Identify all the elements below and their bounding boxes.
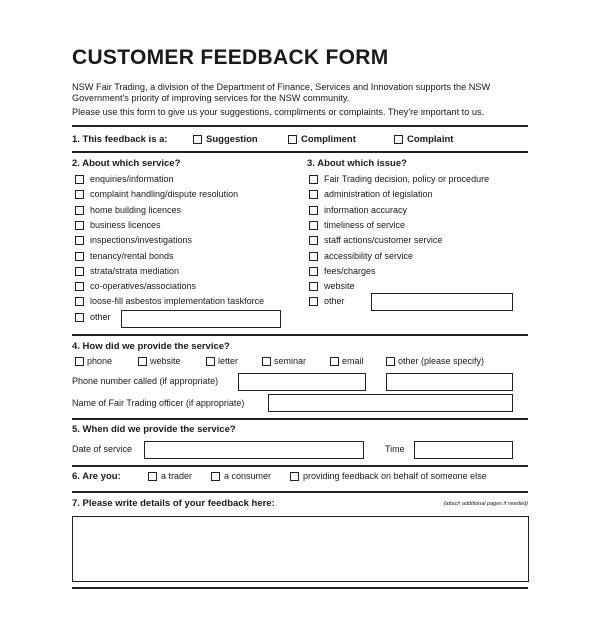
compliment-checkbox[interactable] [288,135,297,144]
q2-loose-fill-asbestos-implementation-taskforce-checkbox[interactable] [75,297,84,306]
on-behalf-checkbox[interactable] [290,472,299,481]
suggestion-checkbox[interactable] [193,135,202,144]
q6-label: 6. Are you: [72,471,121,482]
divider [72,418,528,420]
on-behalf-label: providing feedback on behalf of someone else [303,471,487,481]
q4-option-label: seminar [274,356,307,366]
divider [72,587,528,589]
q4-option-label: phone [87,356,113,366]
q2-business-licences-checkbox[interactable] [75,221,84,230]
q4-option-label: other (please specify) [398,356,485,366]
q2-strata-strata-mediation-checkbox[interactable] [75,267,84,276]
q3-option-label: information accuracy [324,204,408,215]
q2-option-label: tenancy/rental bonds [90,250,174,261]
other-specify-input[interactable] [386,373,513,391]
officer-name-label: Name of Fair Trading officer (if appropriate) [72,398,245,408]
q3-option-label: website [324,281,355,292]
intro-line-1: NSW Fair Trading, a division of the Department of Finance, Services and Innovation supports the NSW [72,82,491,92]
officer-name-input[interactable] [268,394,513,412]
intro-line-3: Please use this form to give us your suggestions, compliments or complaints. They're important to us. [72,107,485,117]
suggestion-label: Suggestion [206,134,258,145]
q3-label: 3. About which issue? [307,158,407,169]
divider [72,465,528,467]
q1-label: 1. This feedback is a: [72,134,168,145]
q3-staff-actions-customer-service-checkbox[interactable] [309,236,318,245]
q2-tenancy-rental-bonds-checkbox[interactable] [75,252,84,261]
q2-home-building-licences-checkbox[interactable] [75,206,84,215]
q4-seminar-checkbox[interactable] [262,357,271,366]
q5-label: 5. When did we provide the service? [72,424,236,435]
q4-option-label: letter [218,356,239,366]
q3-fees-charges-checkbox[interactable] [309,267,318,276]
q3-option-label: Fair Trading decision, policy or procedure [324,174,490,184]
trader-label: a trader [161,471,193,481]
q4-label: 4. How did we provide the service? [72,341,230,352]
q4-website-checkbox[interactable] [138,357,147,366]
q2-option-label: home building licences [90,204,182,215]
q2-option-label: business licences [90,219,161,230]
time-label: Time [385,444,405,454]
q3-administration-of-legislation-checkbox[interactable] [309,190,318,199]
q2-enquiries-information-checkbox[interactable] [75,175,84,184]
q7-label: 7. Please write details of your feedback here: [72,498,275,509]
service-other-input[interactable] [121,310,281,328]
feedback-details-textarea[interactable] [72,516,529,582]
q2-label: 2. About which service? [72,158,181,169]
q2-other-checkbox[interactable] [75,313,84,322]
q4-email-checkbox[interactable] [330,357,339,366]
page-title: CUSTOMER FEEDBACK FORM [72,46,389,69]
q2-option-label: enquiries/information [90,174,174,184]
q2-option-label: co-operatives/associations [90,281,197,292]
divider [72,125,528,127]
q3-option-label: other [324,296,345,307]
divider [72,491,528,493]
compliment-label: Compliment [301,134,356,145]
consumer-label: a consumer [224,471,272,481]
q3-option-label: administration of legislation [324,189,433,200]
q3-option-label: fees/charges [324,265,376,276]
q4-letter-checkbox[interactable] [206,357,215,366]
intro-line-2: Government's priority of improving services for the NSW community. [72,93,350,103]
q4-option-label: email [342,356,364,366]
q4-other-please-specify-checkbox[interactable] [386,357,395,366]
q2-option-label: inspections/investigations [90,235,193,246]
date-of-service-label: Date of service [72,444,133,454]
q3-timeliness-of-service-checkbox[interactable] [309,221,318,230]
q4-phone-checkbox[interactable] [75,357,84,366]
issue-other-input[interactable] [371,293,513,311]
q2-option-label: strata/strata mediation [90,265,180,276]
q2-inspections-investigations-checkbox[interactable] [75,236,84,245]
q2-option-label: loose-fill asbestos implementation taskforce [90,296,265,307]
phone-number-label: Phone number called (if appropriate) [72,376,219,386]
q3-website-checkbox[interactable] [309,282,318,291]
complaint-checkbox[interactable] [394,135,403,144]
date-of-service-input[interactable] [144,441,364,459]
trader-checkbox[interactable] [148,472,157,481]
q2-option-label: complaint handling/dispute resolution [90,189,239,200]
q2-co-operatives-associations-checkbox[interactable] [75,282,84,291]
q3-information-accuracy-checkbox[interactable] [309,206,318,215]
attach-note: (attach additional pages if needed) [443,501,528,507]
phone-number-input[interactable] [238,373,366,391]
time-input[interactable] [414,441,513,459]
divider [72,334,528,336]
q3-option-label: timeliness of service [324,219,406,230]
q3-option-label: accessibility of service [324,250,414,261]
q3-other-checkbox[interactable] [309,297,318,306]
consumer-checkbox[interactable] [211,472,220,481]
q3-option-label: staff actions/customer service [324,235,443,246]
divider [72,151,528,153]
q3-fair-trading-decision-policy-or-procedure-checkbox[interactable] [309,175,318,184]
complaint-label: Complaint [407,134,454,145]
q4-option-label: website [150,356,181,366]
q2-complaint-handling-dispute-resolution-checkbox[interactable] [75,190,84,199]
q2-option-label: other [90,311,111,322]
q3-accessibility-of-service-checkbox[interactable] [309,252,318,261]
